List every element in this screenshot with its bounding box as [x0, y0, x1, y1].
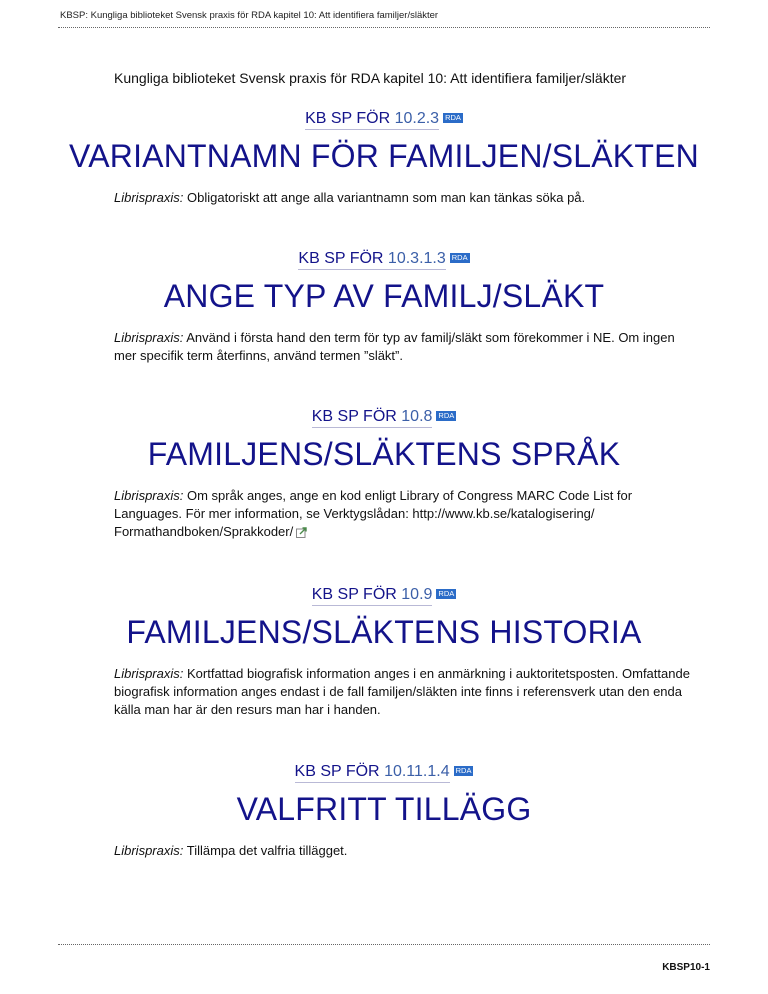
section-heading: ANGE TYP AV FAMILJ/SLÄKT — [163, 278, 605, 314]
rda-badge-icon[interactable]: RDA — [451, 252, 468, 262]
section-text — [114, 842, 694, 860]
kb-sp-reference — [0, 763, 768, 785]
rule-number-link[interactable]: 10.2.3 — [394, 110, 440, 127]
section-10-2-3 — [0, 110, 768, 207]
kb-sp-reference — [0, 250, 768, 272]
kb-sp-label: KB SP FÖR — [305, 110, 391, 127]
footer-divider — [58, 944, 710, 945]
rule-number-link[interactable]: 10.3.1.3 — [387, 250, 446, 267]
section-body: Tillämpa det valfria tillägget. — [186, 843, 348, 858]
kb-sp-label: KB SP FÖR — [298, 250, 384, 267]
rule-number-link[interactable]: 10.8 — [401, 408, 433, 425]
kb-sp-label: KB SP FÖR — [294, 763, 380, 780]
rda-badge-icon[interactable]: RDA — [438, 410, 455, 420]
section-body: Kortfattad biografisk information anges i en anmärkning i auktoritetsposten. Omfattande biografisk information anges endast i de fall familjen/släkten inte finns i referensverk utan den enda källa man har är den resurs man har i handen. — [114, 666, 690, 717]
librispraxis-label: Librispraxis: — [114, 843, 184, 858]
section-10-3-1-3 — [0, 250, 768, 365]
section-heading: FAMILJENS/SLÄKTENS HISTORIA — [126, 614, 642, 650]
document-title: Kungliga biblioteket Svensk praxis för RDA kapitel 10: Att identifiera familjer/släkter — [114, 70, 627, 86]
librispraxis-label: Librispraxis: — [114, 488, 184, 503]
header-divider — [58, 27, 710, 28]
kb-sp-reference — [0, 408, 768, 430]
kb-sp-label: KB SP FÖR — [311, 408, 397, 425]
running-head: KBSP: Kungliga biblioteket Svensk praxis för RDA kapitel 10: Att identifiera familjer/släkter — [60, 10, 439, 21]
rule-number-link[interactable]: 10.9 — [401, 586, 433, 603]
section-10-11-1-4 — [0, 763, 768, 860]
section-text — [114, 329, 694, 365]
section-heading: VALFRITT TILLÄGG — [236, 791, 532, 827]
section-body: Obligatoriskt att ange alla variantnamn som man kan tänkas söka på. — [186, 190, 586, 205]
section-heading: VARIANTNAMN FÖR FAMILJEN/SLÄKTEN — [69, 138, 699, 174]
librispraxis-label: Librispraxis: — [114, 330, 184, 345]
rule-number-link[interactable]: 10.11.1.4 — [384, 763, 450, 780]
section-10-8 — [0, 408, 768, 543]
rda-badge-icon[interactable]: RDA — [445, 112, 461, 122]
rda-badge-icon[interactable]: RDA — [438, 588, 455, 598]
kb-sp-label: KB SP FÖR — [311, 586, 397, 603]
rda-badge-icon[interactable]: RDA — [455, 765, 472, 775]
librispraxis-label: Librispraxis: — [114, 190, 184, 205]
section-text — [114, 189, 694, 207]
section-body: Om språk anges, ange en kod enligt Library of Congress MARC Code List for Languages. För mer information, se Verktygslådan: http://www.kb.se/katalogisering/ Formathandboken/Sprakkoder/ — [114, 488, 633, 539]
librispraxis-label: Librispraxis: — [114, 666, 184, 681]
section-heading: FAMILJENS/SLÄKTENS SPRÅK — [147, 436, 621, 472]
kb-sp-reference — [0, 586, 768, 608]
section-text — [114, 665, 694, 719]
kb-sp-reference — [0, 110, 768, 132]
section-10-9 — [0, 586, 768, 719]
section-body: Använd i första hand den term för typ av familj/släkt som förekommer i NE. Om ingen mer specifik term återfinns, använd termen ”släkt”. — [114, 330, 675, 363]
page-footer: KBSP10-1 — [662, 962, 710, 973]
external-link-icon[interactable] — [296, 525, 307, 543]
section-text — [114, 487, 694, 543]
